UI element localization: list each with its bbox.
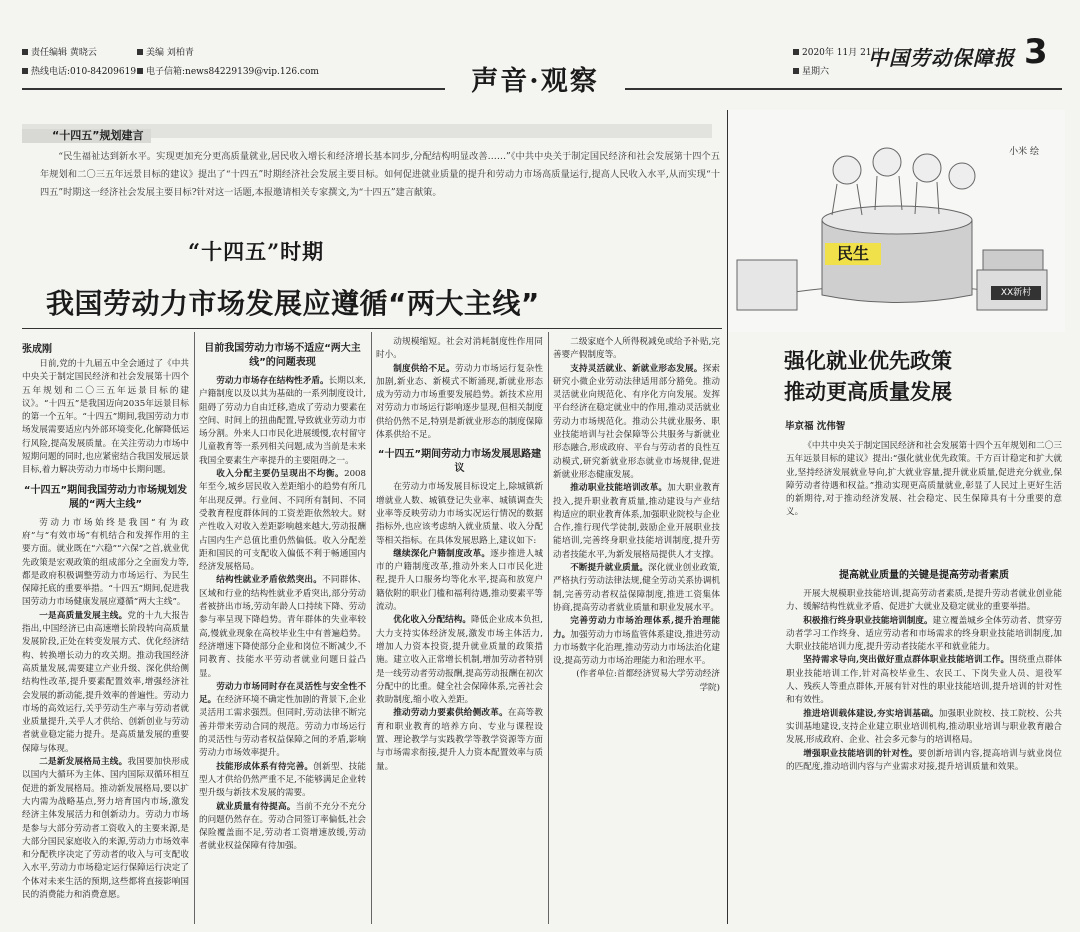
body-paragraph	[376, 548, 543, 614]
square-bullet-icon	[22, 68, 28, 74]
intro-text: “民生福祉达到新水平。实现更加充分更高质量就业,居民收入增长和经济增长基本同步,分配结构明显改善……”《中共中央关于制定国民经济和社会发展第十四个五年规划和二〇三五年远景目标的建议》提出了“十四五”时期经济社会发展主要目标。如何促进就业质量的提升和劳动力市场高质量运行,提高人民收入水平,从而实现“十四五”时期这一经济社会发展主要目标?针对这一话题,本报邀请相关专家撰文,为“十四五”建言献策。	[40, 151, 720, 198]
main-column-2	[199, 336, 366, 924]
column-divider	[194, 332, 195, 924]
section-subheading: “十四五”期间劳动力市场发展思路建议	[377, 449, 542, 475]
body-paragraph	[553, 336, 720, 363]
body-paragraph	[376, 481, 543, 547]
paragraph-text: 要创新培训内容,提高培训与就业岗位的匹配度,推动培训内容与产业需求对接,提升培训质量和效果。	[786, 748, 1062, 772]
header-weekday: 星期六	[793, 66, 829, 78]
side-paragraph	[786, 588, 1062, 615]
paragraph-lead: 收入分配主要仍呈现出不均衡。	[216, 469, 345, 480]
main-column-3	[376, 336, 543, 924]
paragraph-text: 在高等教育和职业教育的培养方向、专业与课程设置、理论教学与实践教学等教学资源等方面与市场需求衔接,提升人力资本配置效率与质量。	[376, 708, 543, 772]
paragraph-text: 我国要加快形成以国内大循环为主体、国内国际双循环相互促进的新发展格局。推动新发展格局,要以扩大内需为战略基点,努力培育国内市场,激发经济主体发展活力和创新动力。劳动力市场是参与大部分劳动者工资收入的主要来源,是大部分国民家庭收入的来源,劳动力市场效率和分配秩序决定了劳动者的收入与可支配收入水平,劳动力市场稳定运行保障运行决定了个体对未来生活的预期,这些都将直接影响国民的消费能力和消费意愿。	[22, 757, 189, 900]
main-top-rule	[22, 328, 722, 329]
paragraph-lead: 推进培训载体建设,夯实培训基础。	[803, 708, 939, 719]
paper-name: 中国劳动保障报	[868, 46, 1015, 70]
side-headline-line2: 推动更高质量发展	[784, 380, 952, 404]
body-paragraph	[376, 707, 543, 773]
paragraph-lead: 劳动力市场同时存在灵活性与安全性不足。	[199, 681, 366, 706]
side-intro	[786, 440, 1062, 550]
cartoon	[727, 110, 1065, 332]
body-paragraph	[376, 336, 543, 363]
paragraph-lead: 就业质量有待提高。	[216, 801, 296, 812]
paragraph-lead: 劳动力市场存在结构性矛盾。	[216, 376, 329, 386]
paragraph-text: 加强劳动力市场监管体系建设,推进劳动力市场数字化治理,推动劳动力市场法治化建设,提高劳动力市场治理能力和治理水平。	[553, 629, 720, 667]
section-title: 声音·观察	[471, 66, 599, 97]
paragraph-text: 探索研究小微企业劳动法律适用部分豁免。推动灵活就业向规范化、有序化方向发展。发挥平台经济在稳定就业中的作用,推动灵活就业劳动力市场规范化。推动公共就业服务、职业技能培训与社会保障等公共服务与新就业形态融合,形成政府、平台与劳动者的良性互动模式,研究新就业形态就业市场规律,促进新就业形态健康发展。	[553, 363, 720, 480]
body-paragraph	[376, 363, 543, 443]
body-paragraph	[22, 517, 189, 610]
body-paragraph	[376, 614, 543, 707]
author-affiliation: (作者单位:首都经济贸易大学劳动经济学院)	[576, 669, 720, 693]
column-tag-label: “十四五”规划建言	[22, 129, 151, 143]
paragraph-text: 动规模缩短。社会对消耗制度性作用同时小。	[376, 337, 543, 361]
body-paragraph	[553, 363, 720, 483]
paragraph-text: 当前不充分不充分的问题仍然存在。劳动合同签订率偏低,社会保险覆盖面不足,劳动者工资增速放缓,劳动者就业权益保障有待加强。	[199, 801, 366, 852]
column-divider	[371, 332, 372, 924]
body-paragraph	[199, 468, 366, 574]
square-bullet-icon	[137, 49, 143, 55]
body-paragraph	[22, 358, 189, 478]
paragraph-lead: 完善劳动力市场治理体系,提升治理能力。	[553, 616, 720, 640]
side-authors: 毕京福 沈伟智	[785, 421, 846, 432]
column-tag	[22, 124, 712, 142]
page-number: 3	[1024, 32, 1048, 72]
paragraph-lead: 积极推行终身职业技能培训制度。	[803, 615, 933, 626]
paragraph-text: 劳动力市场运行复杂性加剧,新业态、新模式不断涌现,新就业形态成为劳动力市场重要发展趋势。新技术应用对劳动力市场运行影响逐步显现,但相关制度供给仍然不足,特别是新就业形态的制度保障体系供给不足。	[376, 363, 543, 441]
body-paragraph	[553, 482, 720, 562]
square-bullet-icon	[137, 68, 143, 74]
header-responsible-editor: 责任编辑 黄晓云	[22, 47, 97, 59]
side-subhead: 提高就业质量的关键是提高劳动者素质	[839, 570, 1009, 581]
paragraph-text: 加大职业教育投入,提升职业教育质量,推动建设与产业结构适应的职业教育体系,加强职业院校与企业合作,推行现代学徒制,鼓励企业开展职业技能培训,完善终身职业技能培训制度,提升劳动者技能水平,为新发展格局提供人才支撑。	[553, 483, 720, 560]
paragraph-text: 在劳动力市场发展目标设定上,除城镇新增就业人数、城镇登记失业率、城镇调查失业率等反映劳动力市场实况运行情况的数据指标外,也应该考虑纳入就业质量、收入分配等相关指标。在具体发展思路上,建议如下:	[376, 482, 543, 546]
paragraph-text: 二级家庭个人所得税减免或给予补贴,完善婴产假制度等。	[553, 337, 720, 361]
paragraph-lead: 结构性就业矛盾依然突出。	[216, 575, 323, 586]
body-paragraph	[199, 761, 366, 801]
paragraph-text: 劳动力市场始终是我国“有为政府”与“有效市场”有机结合和发挥作用的主要方面。就业既在“六稳”“六保”之首,就业优先政策是宏观政策的组成部分之全面发力等,都是政府积极调整劳动力市场运行、为民生保障托底的重要举措。“十四五”期间,促进我国劳动力市场健康发展应遵循“两大主线”。	[22, 517, 189, 608]
paragraph-text: 不同群体、区域和行业的结构性就业矛盾突出,部分劳动者被挤出市场,劳动年龄人口持续下降、劳动参与率呈现下降趋势。青年群体的失业率较高,慢就业现象在高校毕业生中有普遍趋势。经济增速下降使部分企业和岗位不断减少,不同教育、技能水平劳动者就业问题日益凸显。	[199, 575, 366, 679]
body-paragraph	[199, 574, 366, 680]
paragraph-lead: 制度供给不足。	[393, 363, 455, 374]
header-date: 2020年 11月 21日	[793, 47, 881, 59]
cartoon-signboard: XX新村	[991, 286, 1041, 300]
header-email: 电子信箱:news84229139@vip.126.com	[137, 66, 319, 78]
header-hotline: 热线电话:010-84209619	[22, 66, 136, 78]
paragraph-text: 建立覆盖城乡全体劳动者、贯穿劳动者学习工作终身、适应劳动者和市场需求的终身职业技能培训制度,加大职业技能培训力度,提升劳动者技能水平和就业能力。	[786, 615, 1062, 653]
body-paragraph	[199, 681, 366, 761]
paragraph-text: 逐步推进人城市的户籍制度改革,推动外来人口市民化进程,提升人口服务均等化水平,提高和放宽户籍依附的职业门槛和福利待遇,推动要素平等流动。	[376, 548, 543, 613]
paragraph-lead: 不断提升就业质量。	[570, 563, 649, 574]
section-subheading: 目前我国劳动力市场不适应“两大主线”的问题表现	[204, 343, 361, 368]
section-subheading: “十四五”期间我国劳动力市场规划发展的“两大主线”	[23, 484, 188, 510]
paragraph-text: 2008年至今,城乡居民收入差距缩小的趋势有所几年出现反弹。行业间、不同所有制间、不同受教育程度群体间的工资差距依然较大。财产性收入对收入差距影响越来越大,劳动报酬占国内生产总值比重仍然偏低。收入分配差距和国民的可支配收入偏低不利于畅通国内经济发展格局。	[199, 469, 366, 573]
square-bullet-icon	[793, 68, 799, 74]
main-side-divider	[727, 110, 728, 924]
paragraph-text: 长期以来,户籍制度以及以其为基础的一系列制度设计,阻碍了劳动力自由迁移,造成了劳动力要素在空间、时间上的扭曲配置,导致就业劳动力市场分割。外来人口市民化进展缓慢,农村留守儿童教育等一系列相关问题,成为当前是未来我国全要素生产率提升的主要阻碍之一。	[199, 376, 366, 466]
paragraph-lead: 继续深化户籍制度改革。	[393, 548, 491, 559]
paragraph-lead: 坚持需求导向,突出做好重点群体职业技能培训工作。	[803, 655, 1010, 666]
column-divider	[548, 332, 549, 924]
side-headline-line1: 强化就业优先政策	[784, 349, 952, 373]
paragraph-text: 加强职业院校、技工院校、公共实训基地建设,支持企业建立职业培训机构,推动职业培训与职业教育融合发展,形成政府、企业、社会多元参与的培训格局。	[786, 708, 1062, 746]
paragraph-lead: 优化收入分配结构。	[393, 615, 472, 626]
paragraph-text: 降低企业成本负担,大力支持实体经济发展,激发市场主体活力,增加人力资本投资,提升就业质量的政策措施。建立收入正常增长机制,增加劳动者特别是一线劳动者劳动报酬,提高劳动报酬在初次分配中的比重。健全社会保障体系,完善社会救助制度,缩小收入差距。	[376, 615, 543, 706]
paragraph-text: 创新型、技能型人才供给仍然严重不足,不能够满足企业转型升级与新技术发展的需要。	[199, 761, 366, 799]
section-title-box	[445, 62, 625, 102]
side-intro-text: 《中共中央关于制定国民经济和社会发展第十四个五年规划和二〇三五年远景目标的建议》提出:“强化就业优先政策。千方百计稳定和扩大就业,坚持经济发展就业导向,扩大就业容量,提升就业质量,促进充分就业,保障劳动者待遇和权益。”推动实现更高质量就业,彰显了人民过上更好生活的新期待,对于推动经济发展、社会稳定、民生保障具有十分重要的意义。	[786, 441, 1062, 518]
paragraph-lead: 推动劳动力要素供给侧改革。	[393, 708, 508, 719]
paragraph-text: 深化就业创业政策,严格执行劳动法律法规,健全劳动关系协调机制,完善劳动者权益保障制度,推进工资集体协商,提高劳动者就业质量和职业发展水平。	[553, 563, 720, 613]
body-paragraph	[553, 562, 720, 615]
paragraph-text: 开展大规模职业技能培训,提高劳动者素质,是提升劳动者就业创业能力、缓解结构性就业矛盾、促进扩大就业及稳定就业的重要举措。	[786, 589, 1062, 613]
paragraph-text: 围绕重点群体职业技能培训工作,针对高校毕业生、农民工、下岗失业人员、退役军人、残疾人等重点群体,开展有针对性的职业技能培训,提升培训的针对性和有效性。	[786, 655, 1062, 706]
square-bullet-icon	[793, 49, 799, 55]
side-body	[786, 588, 1062, 924]
side-paragraph	[786, 748, 1062, 775]
body-paragraph	[199, 801, 366, 854]
header-art-editor: 美编 刘柏青	[137, 47, 194, 59]
main-column-1	[22, 358, 189, 924]
paragraph-lead: 一是高质量发展主线。	[39, 610, 128, 621]
body-paragraph	[553, 615, 720, 668]
paragraph-lead: 二是新发展格局主线。	[39, 757, 128, 768]
paragraph-text: 在经济环境不确定性加剧的背景下,企业灵活用工需求强烈。但同时,劳动法律不断完善并带来劳动合同的规范。劳动力市场运行的灵活性与劳动者权益保障之间的矛盾,影响劳动力市场效率提升。	[199, 695, 366, 759]
cartoon-banner: 民生	[825, 243, 881, 265]
paragraph-text: 党的十九大报告指出,中国经济已由高速增长阶段转向高质量发展阶段,正处在转变发展方式、优化经济结构、转换增长动力的攻关期。推动我国经济高质量发展,需要建立产业升级、深化供给侧结构性改革,提升要素配置效率,增强经济社会发展的新动能,提升效率的普遍性。劳动力市场的高效运行,关乎劳动生产率与劳动者就业质量提升,关乎人才供给、创新创业与劳动者就业稳定能力提升。是高质量发展的重要保障与体现。	[22, 610, 189, 754]
paragraph-lead: 支持灵活就业、新就业形态发展。	[570, 363, 703, 374]
paragraph-text: 日前,党的十九届五中全会通过了《中共中央关于制定国民经济和社会发展第十四个五年规划和二〇三五年远景目标的建议》。“十四五”是我国迈向2035年远景目标的第一个五年。“十四五”期间,我国劳动力市场发展需要适应内外部环境变化,化解降低运行风险,提高发展质量。在关注劳动力市场中短期问题的同时,也应紧密结合我国发展远景目标,着力解决劳动力市场中长期问题。	[22, 359, 189, 476]
body-paragraph	[22, 610, 189, 756]
square-bullet-icon	[22, 49, 28, 55]
body-paragraph	[22, 756, 189, 902]
main-kicker: “十四五”时期	[188, 239, 325, 264]
paragraph-lead: 技能形成体系有待完善。	[216, 761, 314, 772]
side-paragraph	[786, 708, 1062, 748]
main-headline: 我国劳动力市场发展应遵循“两大主线”	[46, 287, 540, 320]
cartoon-credit: 小米 绘	[1009, 147, 1039, 157]
side-paragraph	[786, 654, 1062, 707]
main-author: 张成刚	[22, 344, 52, 355]
main-column-4	[553, 336, 720, 924]
body-paragraph	[199, 375, 366, 468]
side-paragraph	[786, 615, 1062, 655]
paragraph-lead: 推动职业技能培训改革。	[570, 483, 668, 494]
paragraph-lead: 增强职业技能培训的针对性。	[803, 748, 918, 759]
